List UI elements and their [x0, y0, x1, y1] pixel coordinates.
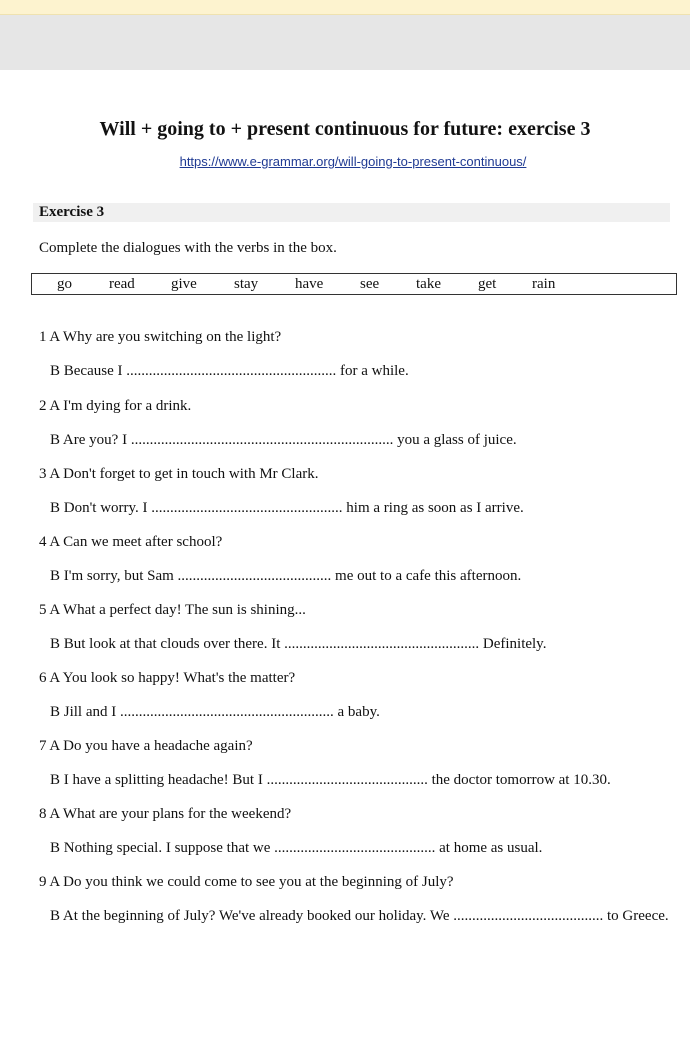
dialogue-question: 2 A I'm dying for a drink. [39, 398, 192, 414]
top-notification-strip [0, 0, 690, 15]
dialogue-answer: B I'm sorry, but Sam ......................................... me out to a cafe this afternoon. [50, 568, 522, 584]
word-item: get [478, 276, 497, 292]
word-item: take [416, 276, 441, 292]
word-item: read [109, 276, 135, 292]
source-link[interactable]: https://www.e-grammar.org/will-going-to-present-continuous/ [179, 154, 527, 169]
header-band [0, 15, 690, 70]
dialogue-answer: B At the beginning of July? We've already booked our holiday. We ........................................ to Greece. [50, 908, 669, 924]
instructions: Complete the dialogues with the verbs in the box. [39, 240, 337, 256]
word-box [31, 273, 677, 295]
dialogue-answer: B Jill and I ......................................................... a baby. [50, 704, 380, 720]
page-title: Will + going to + present continuous for future: exercise 3 [99, 118, 591, 140]
dialogue-answer: B Are you? I ...................................................................... you a glass of juice. [50, 432, 517, 448]
dialogue-question: 8 A What are your plans for the weekend? [39, 806, 292, 822]
dialogue-question: 1 A Why are you switching on the light? [39, 329, 282, 345]
dialogue-answer: B Nothing special. I suppose that we ........................................... at home as usual. [50, 840, 543, 856]
word-item: stay [234, 276, 259, 292]
dialogue-answer: B Don't worry. I ................................................... him a ring as soon as I arrive. [50, 500, 524, 516]
dialogue-question: 3 A Don't forget to get in touch with Mr Clark. [39, 466, 319, 482]
dialogue-question: 9 A Do you think we could come to see you at the beginning of July? [39, 874, 454, 890]
dialogue-answer: B Because I ........................................................ for a while. [50, 363, 409, 379]
exercise-header-label: Exercise 3 [39, 204, 105, 220]
word-item: go [57, 276, 72, 292]
dialogue-answer: B But look at that clouds over there. It .................................................... Definitely. [50, 636, 547, 652]
dialogue-question: 4 A Can we meet after school? [39, 534, 223, 550]
dialogue-answer: B I have a splitting headache! But I ........................................... the doctor tomorrow at 10.30. [50, 772, 611, 788]
dialogue-question: 7 A Do you have a headache again? [39, 738, 253, 754]
dialogue-question: 5 A What a perfect day! The sun is shining... [39, 602, 306, 618]
word-item: rain [532, 276, 556, 292]
word-item: give [171, 276, 197, 292]
word-item: see [360, 276, 380, 292]
dialogue-question: 6 A You look so happy! What's the matter? [39, 670, 296, 686]
word-item: have [295, 276, 324, 292]
exercise-header [33, 203, 670, 222]
